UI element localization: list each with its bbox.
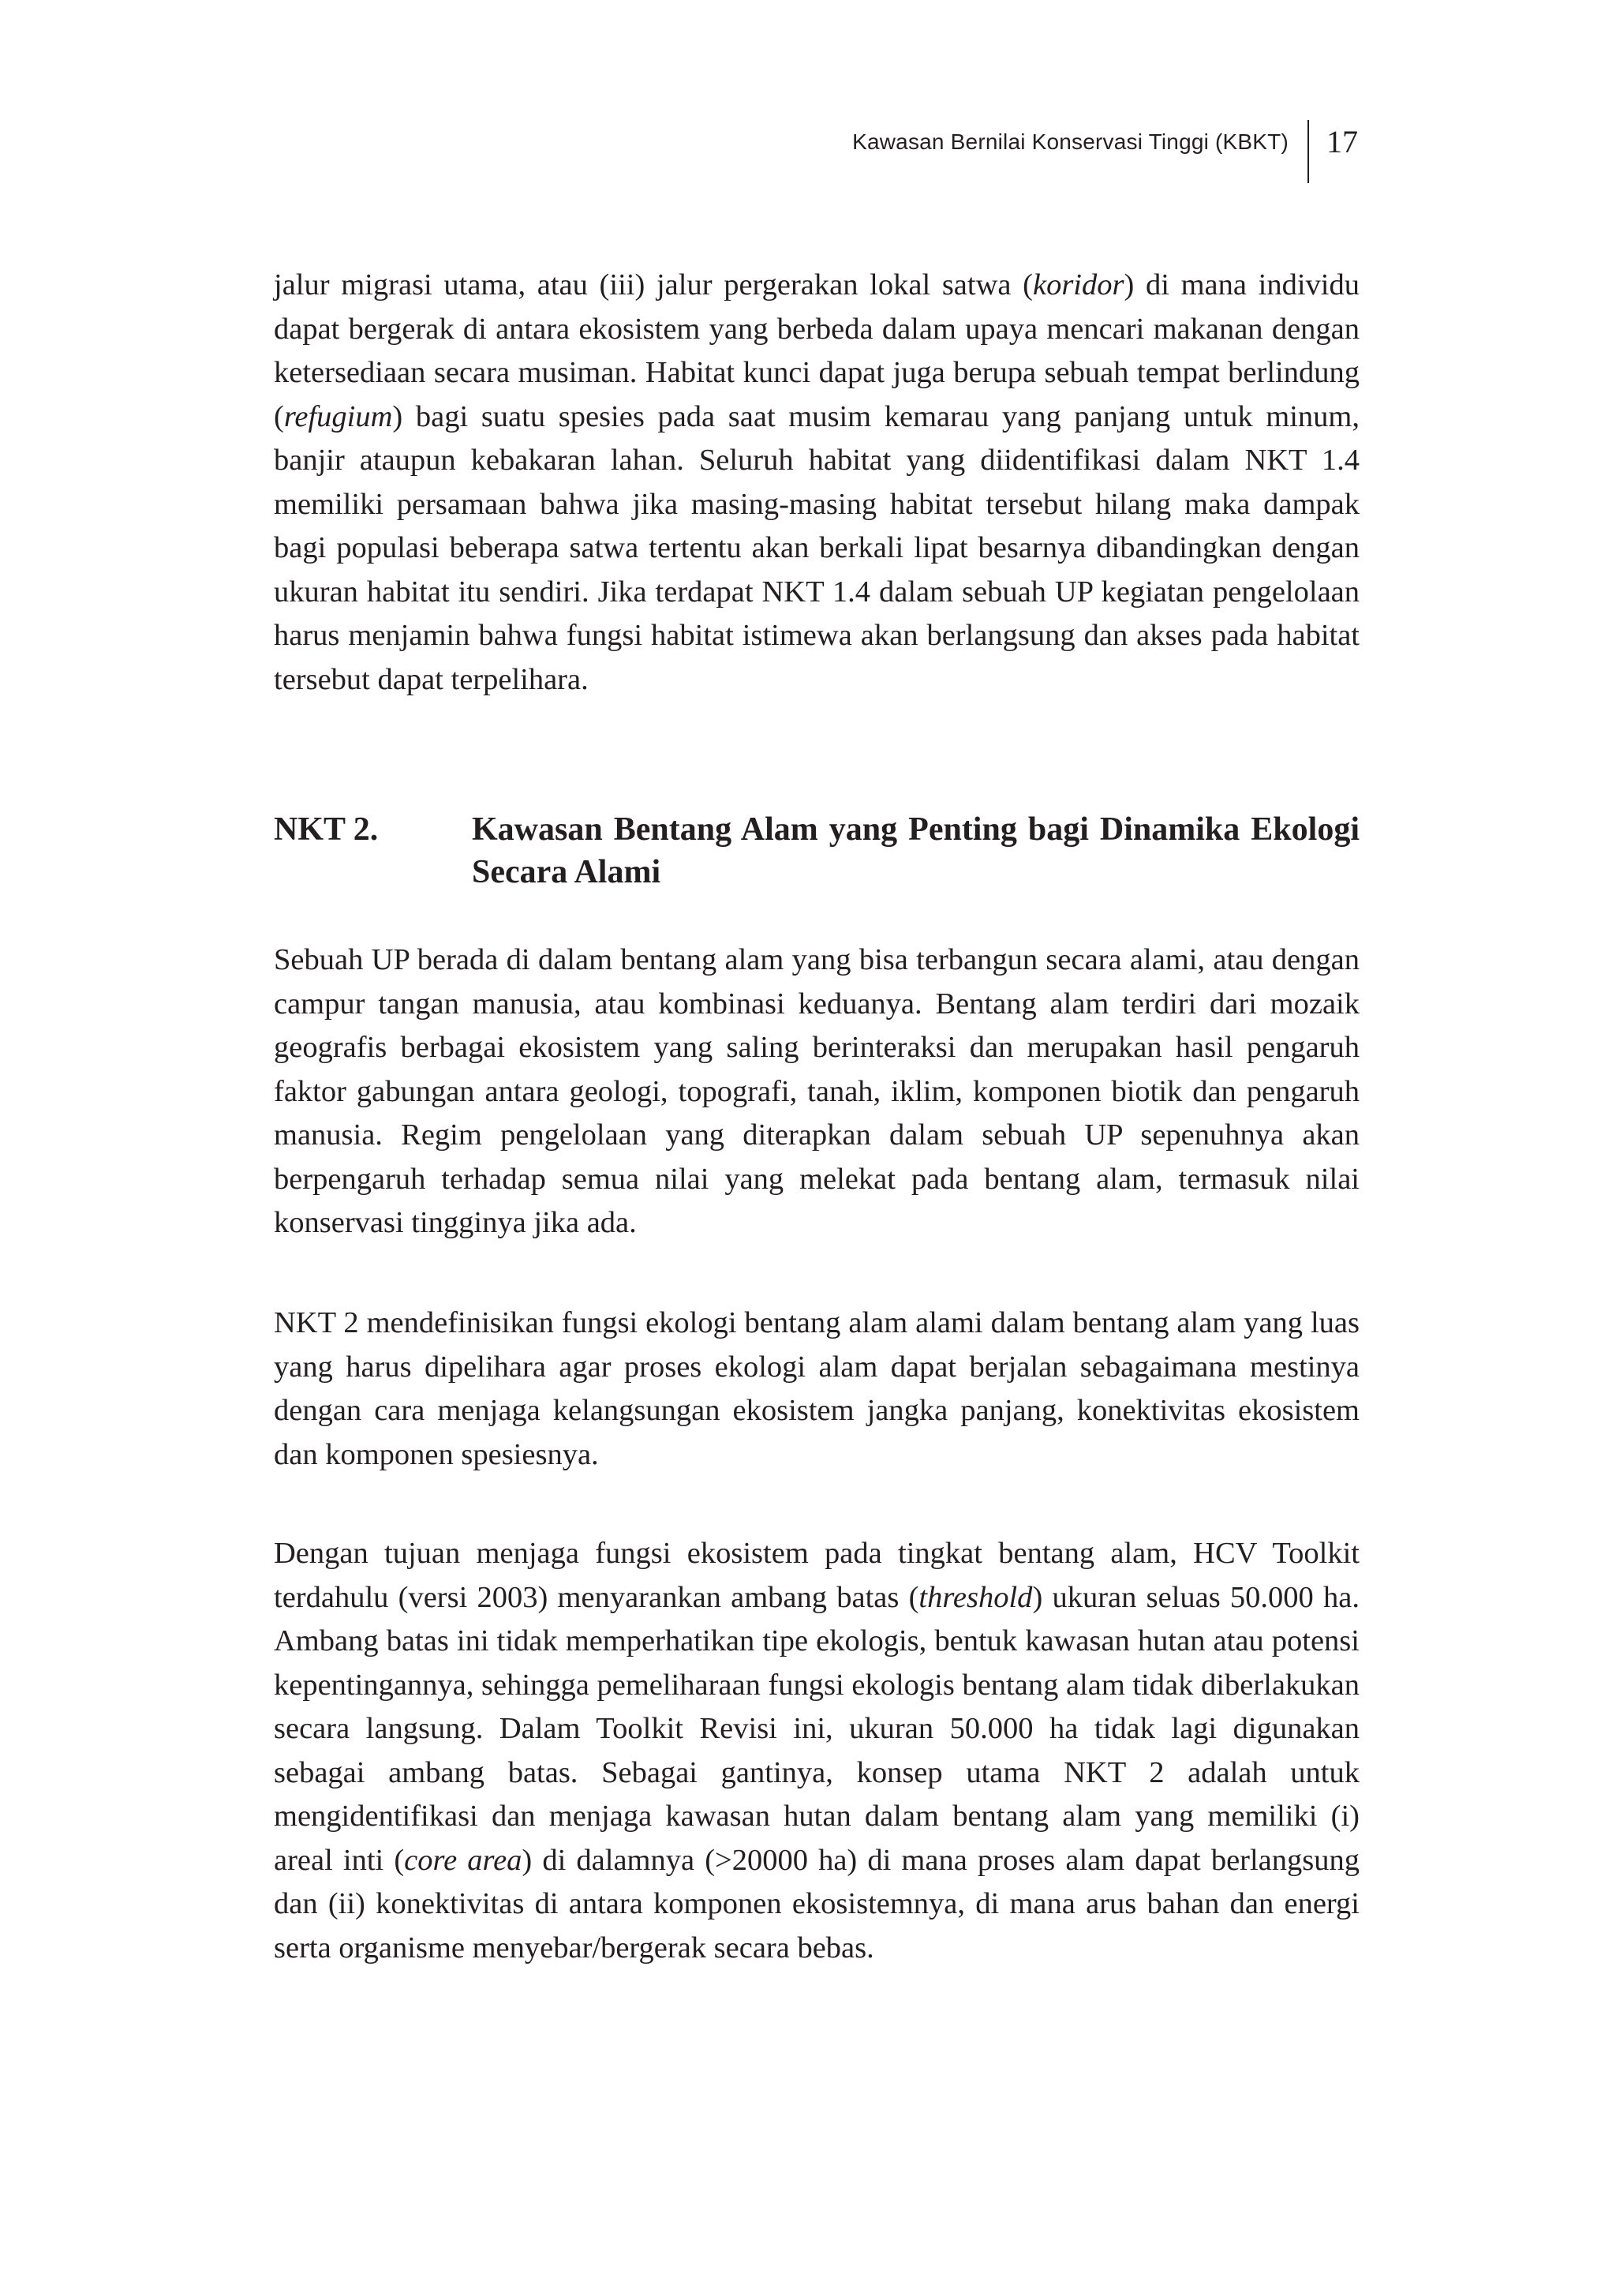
paragraph-text: ) di mana individu dapat bergerak di antara ekosistem yang berbeda dalam upaya mencari makanan dengan ketersediaan secara musiman. Habitat kunci dapat juga berupa sebuah tempat berlindung ( <box>274 268 1360 433</box>
paragraph-threshold <box>274 1532 1360 1970</box>
page-number: 17 <box>1326 124 1358 159</box>
section-title: Kawasan Bentang Alam yang Penting bagi Dinamika Ekologi Secara Alami <box>472 811 1360 890</box>
section-heading <box>274 808 1360 893</box>
header-divider <box>1307 120 1309 183</box>
paragraph-text: ) di dalamnya (>20000 ha) di mana proses alam dapat berlangsung dan (ii) konektivitas di antara komponen ekosistemnya, di mana arus bahan dan energi serta organisme menyebar/bergerak secara bebas. <box>274 1843 1360 1965</box>
paragraph-text: ) ukuran seluas 50.000 ha. Ambang batas ini tidak memperhatikan tipe ekologis, bentuk kawasan hutan atau potensi kepentingannya, sehingga pemeliharaan fungsi ekologis bentang alam tidak diberlakukan secara langsung. Dalam Toolkit Revisi ini, ukuran 50.000 ha tidak lagi digunakan sebagai ambang batas. Sebagai gantinya, konsep utama NKT 2 adalah untuk mengidentifikasi dan menjaga kawasan hutan dalam bentang alam yang memiliki (i) areal inti ( <box>274 1580 1360 1877</box>
paragraph-text: ) bagi suatu spesies pada saat musim kemarau yang panjang untuk minum, banjir ataupun kebakaran lahan. Seluruh habitat yang diidentifikasi dalam NKT 1.4 memiliki persamaan bahwa jika masing-masing habitat tersebut hilang maka dampak bagi populasi beberapa satwa tertentu akan berkali lipat besarnya dibandingkan dengan ukuran habitat itu sendiri. Jika terdapat NKT 1.4 dalam sebuah UP kegiatan pengelolaan harus menjamin bahwa fungsi habitat istimewa akan berlangsung dan akses pada habitat tersebut dapat terpelihara. <box>274 399 1360 696</box>
paragraph-text: Dengan tujuan menjaga fungsi ekosistem pada tingkat bentang alam, HCV Toolkit terdahulu (versi 2003) menyarankan ambang batas ( <box>274 1537 1360 1614</box>
paragraph-nkt2-definition: NKT 2 mendefinisikan fungsi ekologi bentang alam alami dalam bentang alam yang luas yang harus dipelihara agar proses ekologi alam dapat berjalan sebagaimana mestinya dengan cara menjaga kelangsungan ekosistem jangka panjang, konektivitas ekosistem dan komponen spesiesnya. <box>274 1306 1360 1471</box>
italic-term: threshold <box>918 1580 1033 1614</box>
italic-term: koridor <box>1032 268 1124 302</box>
running-header <box>852 120 1358 183</box>
paragraph-bentang-alam: Sebuah UP berada di dalam bentang alam yang bisa terbangun secara alami, atau dengan campur tangan manusia, atau kombinasi keduanya. Bentang alam terdiri dari mozaik geografis berbagai ekosistem yang saling berinteraksi dan merupakan hasil pengaruh faktor gabungan antara geologi, topografi, tanah, iklim, komponen biotik dan pengaruh manusia. Regim pengelolaan yang diterapkan dalam sebuah UP sepenuhnya akan berpengaruh terhadap semua nilai yang melekat pada bentang alam, termasuk nilai konservasi tingginya jika ada. <box>274 943 1360 1239</box>
section-number: NKT 2. <box>274 811 379 848</box>
italic-term: refugium <box>283 399 393 433</box>
paragraph-habitat <box>274 264 1360 702</box>
italic-term: core area <box>404 1843 522 1877</box>
header-title: Kawasan Bernilai Konservasi Tinggi (KBKT) <box>852 129 1289 154</box>
paragraph-text: jalur migrasi utama, atau (iii) jalur pergerakan lokal satwa ( <box>274 268 1033 302</box>
